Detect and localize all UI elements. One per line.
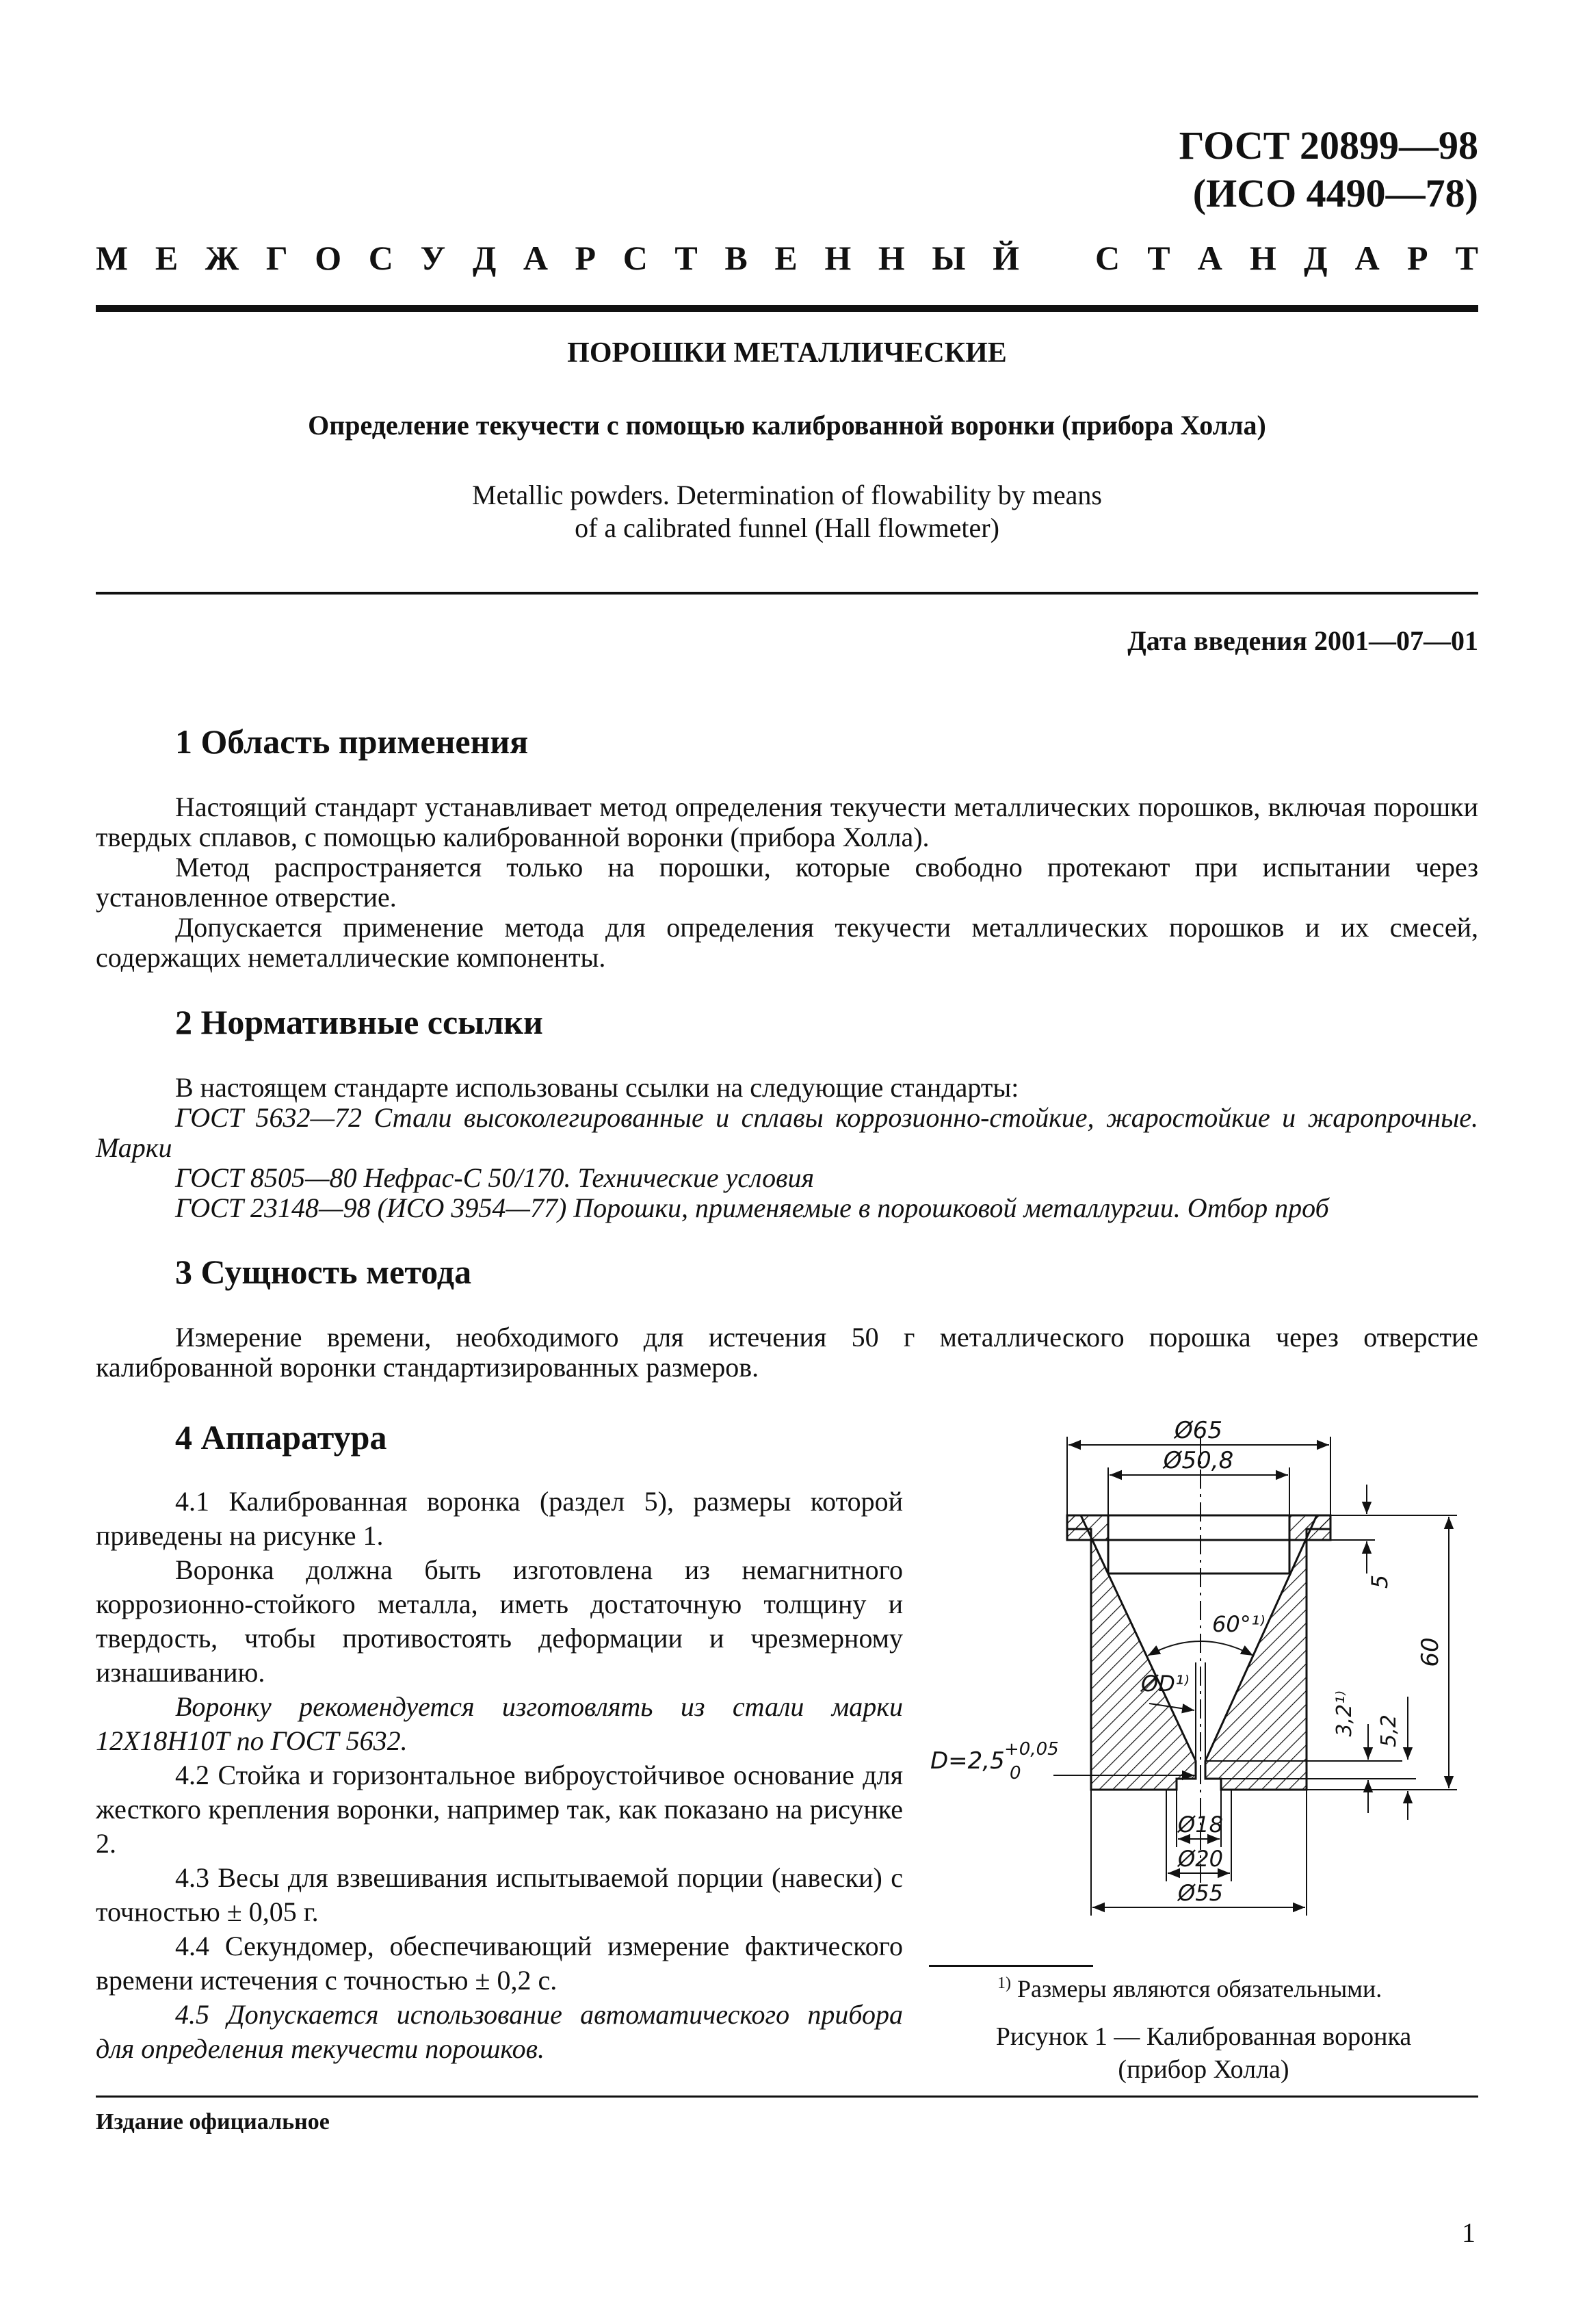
dim-label-D: ØD¹⁾ xyxy=(1141,1671,1190,1697)
figure-footnote xyxy=(997,1974,1382,2003)
interstate-word-1-letter: О xyxy=(315,239,342,277)
page-number: 1 xyxy=(1462,2217,1475,2248)
dim-label-60: 60 xyxy=(1417,1637,1444,1667)
gost-designation xyxy=(1179,122,1478,218)
dim-label-18: Ø18 xyxy=(1178,1812,1223,1838)
interstate-word-2-letter: С xyxy=(1095,239,1120,277)
clause-4-1-material: Воронка должна быть изготовлена из немагнитного коррозионно-стойкого металла, иметь достаточную толщину и твердость, чтобы противостоять деформации и чрезмерному изнашиванию. xyxy=(96,1554,903,1688)
interstate-word-2-letter: Н xyxy=(1250,239,1276,277)
interstate-word-1-letter: Й xyxy=(993,239,1019,277)
section-4-heading: 4 Аппаратура xyxy=(175,1418,387,1457)
section-1-body xyxy=(96,792,1478,973)
header-rule xyxy=(96,305,1478,312)
figure-caption-line-1: Рисунок 1 — Калиброванная воронка xyxy=(995,2022,1412,2051)
clause-4-1: 4.1 Калиброванная воронка (раздел 5), размеры которой приведены на рисунке 1. xyxy=(96,1486,903,1551)
iso-code: (ИСО 4490—78) xyxy=(1192,171,1478,216)
interstate-word-1-letter: У xyxy=(420,239,446,277)
section-3-body xyxy=(96,1322,1478,1383)
interstate-word-1 xyxy=(96,238,1019,278)
clause-4-2: 4.2 Стойка и горизонтальное виброустойчивое основание для жесткого крепления воронки, например так, как показано на рисунке 2. xyxy=(96,1760,903,1859)
reference-gost-5632: ГОСТ 5632—72 Стали высоколегированные и сплавы коррозионно-стойкие, жаростойкие и жаропрочные. Марки xyxy=(96,1102,1478,1163)
dim-label-angle-60: 60°¹⁾ xyxy=(1212,1611,1265,1637)
section-1-heading: 1 Область применения xyxy=(175,722,529,761)
interstate-word-2-letter: А xyxy=(1197,239,1222,277)
english-title-line-2: of a calibrated funnel (Hall flowmeter) xyxy=(575,512,999,543)
dim-label-65: Ø65 xyxy=(1174,1417,1223,1444)
interstate-word-1-letter: Г xyxy=(265,239,288,277)
document-subtitle: Определение текучести с помощью калиброванной воронки (прибора Холла) xyxy=(308,410,1266,441)
document-title: ПОРОШКИ МЕТАЛЛИЧЕСКИЕ xyxy=(567,337,1007,369)
clause-4-1-recommendation: Воронку рекомендуется изготовлять из стали марки 12Х18Н10Т по ГОСТ 5632. xyxy=(96,1691,903,1756)
dim-label-3-2: 3,2¹⁾ xyxy=(1333,1690,1356,1737)
interstate-word-1-letter: Н xyxy=(878,239,905,277)
interstate-word-2-letter: А xyxy=(1354,239,1380,277)
section-2-body xyxy=(96,1073,1478,1223)
section-2-heading: 2 Нормативные ссылки xyxy=(175,1003,543,1041)
section-4-body xyxy=(96,1485,903,2066)
interstate-word-1-letter: М xyxy=(96,239,129,277)
section-1-paragraph-1: Настоящий стандарт устанавливает метод определения текучести металлических порошков, включая порошки твердых сплавов, с помощью калиброванной воронки (прибора Холла). xyxy=(96,792,1478,852)
interstate-word-1-letter: Ы xyxy=(932,239,966,277)
clause-4-4: 4.4 Секундомер, обеспечивающий измерение фактического времени истечения с точностью ± 0,2 с. xyxy=(96,1931,903,1996)
figure-caption-line-2: (прибор Холла) xyxy=(1118,2055,1289,2084)
interstate-word-1-letter: Ж xyxy=(205,239,239,277)
english-title xyxy=(96,479,1478,545)
interstate-word-1-letter: Р xyxy=(575,239,596,277)
dim-label-5: 5 xyxy=(1367,1574,1393,1589)
dim-label-D-value: D=2,5 xyxy=(930,1747,1005,1775)
interstate-word-2-letter: Р xyxy=(1406,239,1428,277)
interstate-word-1-letter: Н xyxy=(824,239,852,277)
funnel-wall-right xyxy=(1205,1515,1330,1790)
clause-4-3: 4.3 Весы для взвешивания испытываемой порции (навески) с точностью ± 0,05 г. xyxy=(96,1862,903,1927)
section-2-intro: В настоящем стандарте использованы ссылки на следующие стандарты: xyxy=(175,1072,1019,1103)
interstate-word-1-letter: Е xyxy=(774,239,798,277)
gost-code: ГОСТ 20899—98 xyxy=(1179,123,1478,168)
reference-gost-23148: ГОСТ 23148—98 (ИСО 3954—77) Порошки, применяемые в порошковой металлургии. Отбор проб xyxy=(175,1192,1329,1223)
dim-label-20: Ø20 xyxy=(1178,1846,1223,1872)
interstate-word-2-letter: Т xyxy=(1455,239,1478,277)
funnel-wall-left xyxy=(1067,1515,1196,1790)
reference-gost-8505: ГОСТ 8505—80 Нефрас-С 50/170. Технические условия xyxy=(175,1162,815,1193)
interstate-word-2-letter: Т xyxy=(1147,239,1170,277)
interstate-word-2-letter: Д xyxy=(1304,239,1328,277)
introduction-date: Дата введения 2001—07—01 xyxy=(1127,625,1478,656)
footnote-text: Размеры являются обязательными. xyxy=(1017,1975,1382,2002)
dim-label-50-8: Ø50,8 xyxy=(1163,1447,1234,1474)
interstate-word-2 xyxy=(1095,238,1478,278)
footnote-rule xyxy=(929,1965,1093,1967)
interstate-word-1-letter: Е xyxy=(155,239,179,277)
interstate-word-1-letter: Т xyxy=(674,239,698,277)
interstate-word-1-letter: А xyxy=(523,239,548,277)
dim-label-D-tolerance-upper: +0,05 xyxy=(1004,1739,1059,1760)
dim-label-D-tolerance-lower: 0 xyxy=(1010,1763,1021,1784)
english-title-line-1: Metallic powders. Determination of flowability by means xyxy=(472,480,1102,510)
figure-caption xyxy=(929,2020,1478,2086)
title-rule xyxy=(96,592,1478,595)
dim-label-5-2: 5,2 xyxy=(1377,1714,1401,1747)
interstate-banner xyxy=(96,238,1478,278)
section-3-heading: 3 Сущность метода xyxy=(175,1253,472,1291)
interstate-word-1-letter: В xyxy=(724,239,748,277)
section-1-paragraph-3: Допускается применение метода для определения текучести металлических порошков и их смесей, содержащих неметаллические компоненты. xyxy=(96,912,1478,973)
dim-label-55: Ø55 xyxy=(1178,1880,1223,1906)
footer-rule xyxy=(96,2095,1478,2098)
interstate-word-1-letter: С xyxy=(622,239,648,277)
section-3-paragraph-1: Измерение времени, необходимого для истечения 50 г металлического порошка через отверстие калиброванной воронки стандартизированных размеров. xyxy=(96,1322,1478,1383)
funnel-drawing xyxy=(923,1409,1478,1957)
clause-4-5: 4.5 Допускается использование автоматического прибора для определения текучести порошков. xyxy=(96,1999,903,2064)
interstate-word-1-letter: С xyxy=(368,239,393,277)
edition-note: Издание официальное xyxy=(96,2109,330,2134)
interstate-word-1-letter: Д xyxy=(472,239,497,277)
footnote-mark: 1) xyxy=(997,1974,1011,1992)
section-1-paragraph-2: Метод распространяется только на порошки, которые свободно протекают при испытании через установленное отверстие. xyxy=(96,852,1478,913)
